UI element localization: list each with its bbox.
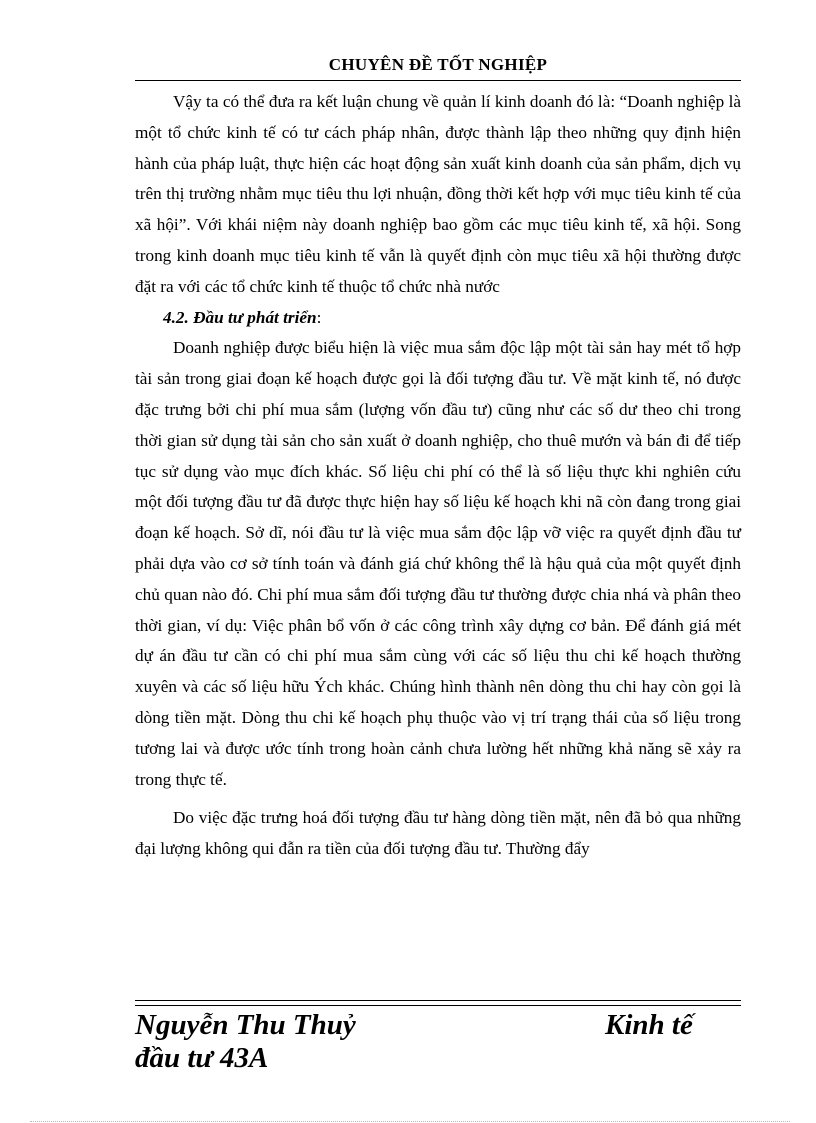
footer-department: Kinh tế — [605, 1009, 693, 1041]
document-body — [135, 87, 741, 865]
paragraph-investment: Doanh nghiệp được biểu hiện là việc mua sắm độc lập một tài sản hay mét tổ hợp tài sản trong giai đoạn kế hoạch được gọi là đối tượng đầu tư. Về mặt kinh tế, nó được đặc trưng bởi chi phí mua sắm (lượng vốn đầu tư) cũng như các số dư theo chi trong thời gian sử dụng tài sản cho sản xuất ở doanh nghiệp, cho thuê mướn và bán đi để tiếp tục sử dụng vào mục đích khác. Số liệu chi phí có thể là số liệu thực khi nghiên cứu một đối tượng đầu tư đã được thực hiện hay số liệu kế hoạch khi nã còn đang trong giai đoạn kế hoạch. Sở dĩ, nói đầu tư là việc mua sắm độc lập vỡ việc ra quyết định đầu tư phải dựa vào cơ sở tính toán và đánh giá chứ không thể là hậu quả của một quyết định chủ quan nào đó. Chi phí mua sắm đối tượng đầu tư thường được chia nhá và phân theo thời gian, ví dụ: Việc phân bổ vốn ở các công trình xây dựng cơ bản. Để đánh giá mét dự án đầu tư cần có chi phí mua sắm cùng với các số liệu thu chi kế hoạch thường xuyên và các số liệu hữu Ých khác. Chúng hình thành nên dòng thu chi hay còn gọi là dòng tiền mặt. Dòng thu chi kế hoạch phụ thuộc vào vị trí trạng thái của số liệu trong tương lai và được ước tính trong hoàn cảnh chưa lường hết những khả năng sẽ xảy ra trong thực tế. — [135, 338, 741, 789]
section-heading-text: 4.2. Đầu tư phát triển — [163, 307, 317, 327]
footer-divider-bottom — [135, 1005, 741, 1006]
section-heading-colon: : — [316, 307, 322, 327]
header-title: CHUYÊN ĐỀ TỐT NGHIỆP — [328, 55, 548, 74]
page-edge — [30, 1121, 790, 1122]
paragraph-cashflow: Do việc đặc trưng hoá đối tượng đầu tư hàng dòng tiền mặt, nên đã bỏ qua những đại lượng không qui đẫn ra tiền của đối tượng đầu tư. Thường đẩy — [135, 808, 741, 859]
header-divider — [135, 80, 741, 81]
footer-author: Nguyễn Thu Thuỷ — [135, 1009, 356, 1041]
section-heading — [135, 303, 741, 334]
paragraph-conclusion: Vậy ta có thể đưa ra kết luận chung về quản lí kinh doanh đó là: “Doanh nghiệp là một tổ chức kinh tế có tư cách pháp nhân, được thành lập theo những quy định hiện hành của pháp luật, thực hiện các hoạt động sản xuất kinh doanh của sản phẩm, dịch vụ trên thị trường nhằm mục tiêu thu lợi nhuận, đồng thời kết hợp với mục tiêu kinh tế của xã hội”. Với khái niệm này doanh nghiệp bao gồm các mục tiêu kinh tế, xã hội. Song trong kinh doanh mục tiêu kinh tế vẫn là quyết định còn mục tiêu xã hội thường được đặt ra với các tổ chức kinh tế thuộc tổ chức nhà nước — [135, 92, 741, 296]
footer-class: đầu tư 43A — [135, 1042, 269, 1074]
footer-divider-top — [135, 1000, 741, 1001]
